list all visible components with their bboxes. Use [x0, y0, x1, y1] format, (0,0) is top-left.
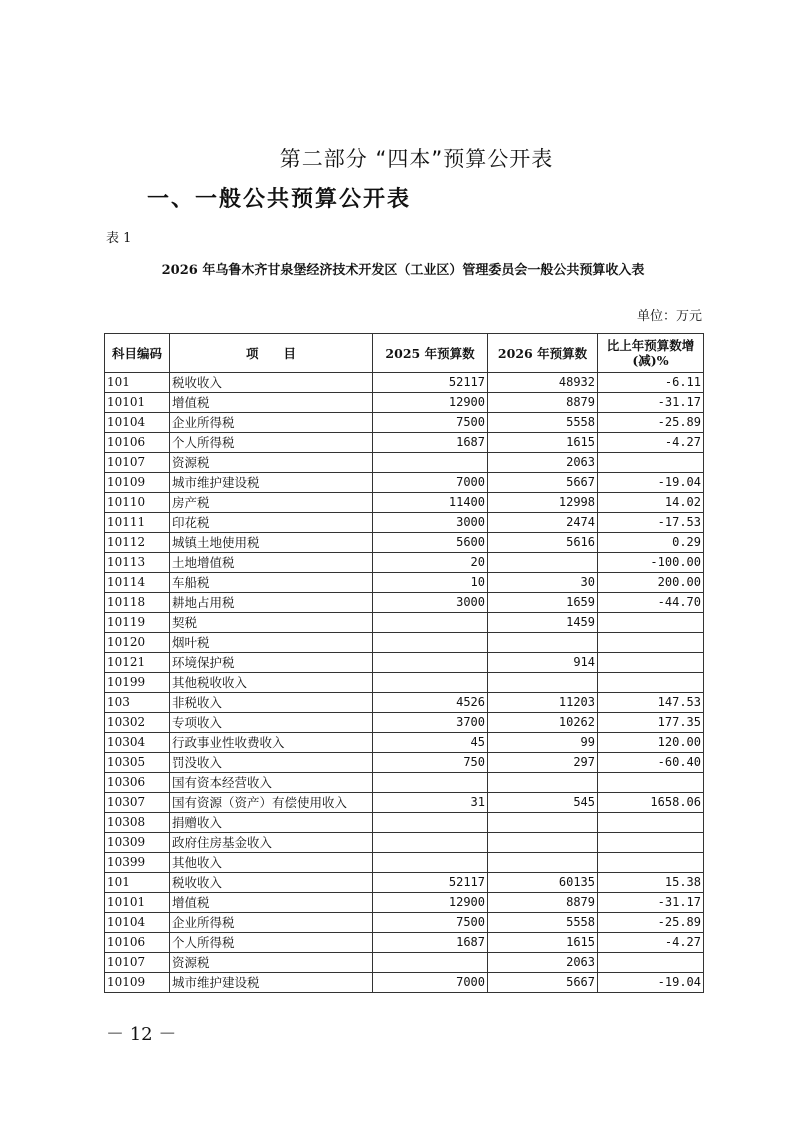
- table-title: 2026 年乌鲁木齐甘泉堡经济技术开发区（工业区）管理委员会一般公共预算收入表: [161, 263, 645, 278]
- table-row: [105, 573, 704, 593]
- cell-code: 10121: [105, 653, 170, 673]
- cell-2026: 8879: [488, 393, 598, 413]
- cell-2026: 8879: [488, 893, 598, 913]
- cell-code: 10113: [105, 553, 170, 573]
- cell-2025: 4526: [373, 693, 488, 713]
- cell-2025: 12900: [373, 393, 488, 413]
- header-code: 科目编码: [105, 334, 170, 373]
- cell-2025: 7500: [373, 413, 488, 433]
- cell-code: 10101: [105, 393, 170, 413]
- cell-2025: 1687: [373, 433, 488, 453]
- cell-change: 0.29: [598, 533, 704, 553]
- cell-item: 土地增值税: [170, 553, 373, 573]
- cell-2026: 5667: [488, 473, 598, 493]
- cell-change: -100.00: [598, 553, 704, 573]
- cell-change: -6.11: [598, 373, 704, 393]
- cell-2025: [373, 813, 488, 833]
- table-row: [105, 853, 704, 873]
- cell-code: 10106: [105, 933, 170, 953]
- cell-2026: [488, 633, 598, 653]
- table-row: [105, 453, 704, 473]
- cell-change: [598, 453, 704, 473]
- cell-code: 10120: [105, 633, 170, 653]
- table-row: [105, 833, 704, 853]
- cell-item: 环境保护税: [170, 653, 373, 673]
- cell-item: 个人所得税: [170, 433, 373, 453]
- cell-change: 1658.06: [598, 793, 704, 813]
- cell-code: 10199: [105, 673, 170, 693]
- cell-code: 10110: [105, 493, 170, 513]
- cell-code: 10307: [105, 793, 170, 813]
- table-row: [105, 973, 704, 993]
- cell-2025: 12900: [373, 893, 488, 913]
- cell-item: 房产税: [170, 493, 373, 513]
- cell-2026: 99: [488, 733, 598, 753]
- cell-code: 10101: [105, 893, 170, 913]
- cell-2025: 3700: [373, 713, 488, 733]
- table-header-row: [105, 334, 704, 373]
- table-number: 表 1: [106, 231, 132, 246]
- table-row: [105, 393, 704, 413]
- cell-item: 罚没收入: [170, 753, 373, 773]
- cell-2026: 12998: [488, 493, 598, 513]
- cell-item: 契税: [170, 613, 373, 633]
- cell-item: 城镇土地使用税: [170, 533, 373, 553]
- table-row: [105, 893, 704, 913]
- table-row: [105, 693, 704, 713]
- header-change: 比上年预算数增(减)%: [598, 334, 704, 373]
- cell-2026: 10262: [488, 713, 598, 733]
- cell-2026: 1615: [488, 433, 598, 453]
- cell-2026: 5558: [488, 413, 598, 433]
- cell-code: 10302: [105, 713, 170, 733]
- cell-item: 企业所得税: [170, 413, 373, 433]
- cell-item: 税收收入: [170, 373, 373, 393]
- page-number: － 12 －: [106, 1024, 177, 1045]
- cell-code: 10106: [105, 433, 170, 453]
- table-row: [105, 613, 704, 633]
- cell-code: 101: [105, 873, 170, 893]
- cell-2026: [488, 813, 598, 833]
- cell-2026: [488, 673, 598, 693]
- cell-change: 120.00: [598, 733, 704, 753]
- cell-change: 177.35: [598, 713, 704, 733]
- cell-code: 10104: [105, 913, 170, 933]
- table-row: [105, 433, 704, 453]
- cell-2025: [373, 853, 488, 873]
- table-row: [105, 953, 704, 973]
- cell-2026: [488, 853, 598, 873]
- table-row: [105, 873, 704, 893]
- cell-change: -25.89: [598, 413, 704, 433]
- cell-item: 印花税: [170, 513, 373, 533]
- cell-code: 10109: [105, 973, 170, 993]
- cell-2025: 7000: [373, 473, 488, 493]
- cell-2026: 2063: [488, 453, 598, 473]
- cell-code: 10112: [105, 533, 170, 553]
- cell-code: 10119: [105, 613, 170, 633]
- cell-item: 捐赠收入: [170, 813, 373, 833]
- cell-2026: 2063: [488, 953, 598, 973]
- cell-change: [598, 853, 704, 873]
- cell-2025: 1687: [373, 933, 488, 953]
- cell-2025: [373, 773, 488, 793]
- table-row: [105, 473, 704, 493]
- cell-2025: 52117: [373, 873, 488, 893]
- cell-2025: [373, 673, 488, 693]
- cell-2025: 11400: [373, 493, 488, 513]
- cell-2025: 31: [373, 793, 488, 813]
- cell-change: [598, 633, 704, 653]
- cell-item: 政府住房基金收入: [170, 833, 373, 853]
- cell-item: 城市维护建设税: [170, 973, 373, 993]
- cell-change: [598, 613, 704, 633]
- table-row: [105, 813, 704, 833]
- table-row: [105, 653, 704, 673]
- cell-code: 103: [105, 693, 170, 713]
- cell-item: 个人所得税: [170, 933, 373, 953]
- cell-code: 10111: [105, 513, 170, 533]
- cell-code: 10304: [105, 733, 170, 753]
- header-2025: 2025 年预算数: [373, 334, 488, 373]
- table-row: [105, 933, 704, 953]
- cell-change: -31.17: [598, 893, 704, 913]
- cell-2026: 545: [488, 793, 598, 813]
- cell-2025: 3000: [373, 513, 488, 533]
- cell-2025: [373, 653, 488, 673]
- cell-change: 200.00: [598, 573, 704, 593]
- cell-2026: 2474: [488, 513, 598, 533]
- cell-2025: 20: [373, 553, 488, 573]
- cell-item: 企业所得税: [170, 913, 373, 933]
- cell-item: 非税收入: [170, 693, 373, 713]
- cell-change: [598, 653, 704, 673]
- cell-change: [598, 953, 704, 973]
- cell-2026: 48932: [488, 373, 598, 393]
- unit-label: 单位：万元: [636, 309, 702, 324]
- cell-code: 10305: [105, 753, 170, 773]
- table-row: [105, 773, 704, 793]
- cell-item: 烟叶税: [170, 633, 373, 653]
- header-2026: 2026 年预算数: [488, 334, 598, 373]
- table-row: [105, 413, 704, 433]
- cell-change: 14.02: [598, 493, 704, 513]
- cell-2025: 3000: [373, 593, 488, 613]
- budget-revenue-table: [104, 333, 704, 993]
- table-row: [105, 513, 704, 533]
- cell-2026: 60135: [488, 873, 598, 893]
- cell-item: 税收收入: [170, 873, 373, 893]
- cell-code: 10308: [105, 813, 170, 833]
- cell-item: 其他税收收入: [170, 673, 373, 693]
- table-row: [105, 733, 704, 753]
- table-row: [105, 533, 704, 553]
- table-row: [105, 753, 704, 773]
- cell-item: 专项收入: [170, 713, 373, 733]
- table-row: [105, 373, 704, 393]
- cell-code: 10104: [105, 413, 170, 433]
- cell-item: 国有资本经营收入: [170, 773, 373, 793]
- cell-item: 资源税: [170, 453, 373, 473]
- cell-item: 城市维护建设税: [170, 473, 373, 493]
- cell-change: [598, 833, 704, 853]
- section-title: 一、一般公共预算公开表: [147, 186, 412, 212]
- cell-code: 10309: [105, 833, 170, 853]
- cell-change: [598, 773, 704, 793]
- cell-2025: 5600: [373, 533, 488, 553]
- part-title: 第二部分 “四本”预算公开表: [279, 147, 554, 171]
- cell-change: -17.53: [598, 513, 704, 533]
- cell-code: 10107: [105, 953, 170, 973]
- cell-change: 147.53: [598, 693, 704, 713]
- cell-2026: [488, 833, 598, 853]
- cell-code: 101: [105, 373, 170, 393]
- cell-2025: 10: [373, 573, 488, 593]
- cell-2025: [373, 633, 488, 653]
- cell-2026: 5616: [488, 533, 598, 553]
- table-row: [105, 493, 704, 513]
- cell-2025: [373, 953, 488, 973]
- cell-change: -4.27: [598, 433, 704, 453]
- cell-2025: 750: [373, 753, 488, 773]
- cell-code: 10107: [105, 453, 170, 473]
- cell-2025: 45: [373, 733, 488, 753]
- cell-2025: [373, 833, 488, 853]
- cell-code: 10306: [105, 773, 170, 793]
- cell-change: 15.38: [598, 873, 704, 893]
- cell-code: 10118: [105, 593, 170, 613]
- cell-2026: 30: [488, 573, 598, 593]
- cell-change: -60.40: [598, 753, 704, 773]
- table-row: [105, 673, 704, 693]
- table-row: [105, 553, 704, 573]
- cell-item: 资源税: [170, 953, 373, 973]
- cell-2026: 1659: [488, 593, 598, 613]
- header-item: 项 目: [170, 334, 373, 373]
- cell-item: 行政事业性收费收入: [170, 733, 373, 753]
- cell-item: 国有资源（资产）有偿使用收入: [170, 793, 373, 813]
- table-row: [105, 593, 704, 613]
- cell-change: -19.04: [598, 473, 704, 493]
- cell-item: 增值税: [170, 893, 373, 913]
- cell-2026: 914: [488, 653, 598, 673]
- cell-item: 车船税: [170, 573, 373, 593]
- table-row: [105, 793, 704, 813]
- cell-2025: [373, 453, 488, 473]
- cell-2026: 1615: [488, 933, 598, 953]
- table-row: [105, 913, 704, 933]
- cell-item: 耕地占用税: [170, 593, 373, 613]
- cell-2026: [488, 773, 598, 793]
- cell-2026: 297: [488, 753, 598, 773]
- cell-code: 10109: [105, 473, 170, 493]
- cell-change: -25.89: [598, 913, 704, 933]
- cell-code: 10399: [105, 853, 170, 873]
- cell-2026: 11203: [488, 693, 598, 713]
- cell-2025: 7000: [373, 973, 488, 993]
- cell-2025: [373, 613, 488, 633]
- table-row: [105, 713, 704, 733]
- cell-item: 其他收入: [170, 853, 373, 873]
- cell-change: -44.70: [598, 593, 704, 613]
- cell-2026: 5558: [488, 913, 598, 933]
- cell-2025: 7500: [373, 913, 488, 933]
- cell-2026: 1459: [488, 613, 598, 633]
- cell-2026: [488, 553, 598, 573]
- cell-change: -19.04: [598, 973, 704, 993]
- cell-2026: 5667: [488, 973, 598, 993]
- cell-change: -31.17: [598, 393, 704, 413]
- cell-change: [598, 673, 704, 693]
- cell-change: [598, 813, 704, 833]
- cell-2025: 52117: [373, 373, 488, 393]
- cell-change: -4.27: [598, 933, 704, 953]
- cell-item: 增值税: [170, 393, 373, 413]
- cell-code: 10114: [105, 573, 170, 593]
- table-row: [105, 633, 704, 653]
